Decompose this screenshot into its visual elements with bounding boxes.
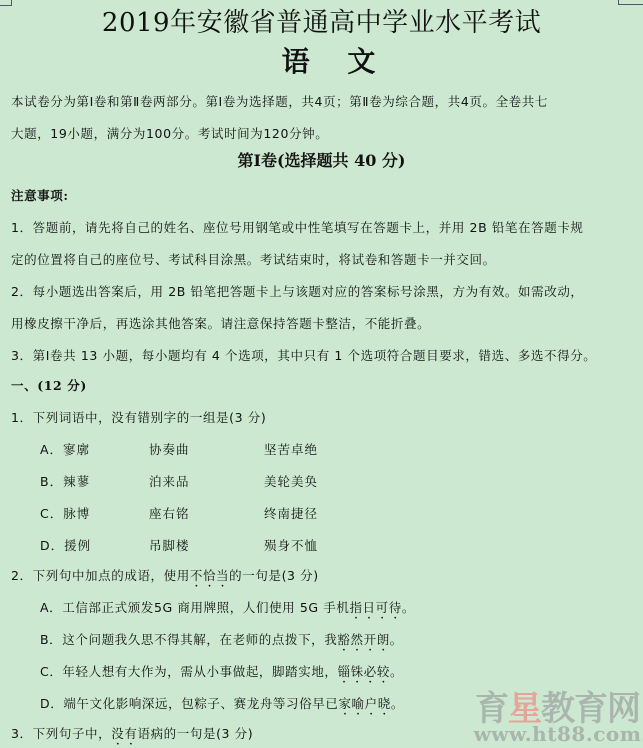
watermark-url: www.ht88.com [473,722,642,746]
intro-line-1: 本试卷分为第Ⅰ卷和第Ⅱ卷两部分。第Ⅰ卷为选择题，共4页；第Ⅱ卷为综合题，共4页。全卷共七 [11,94,548,109]
watermark-char: 育 [475,689,508,729]
notice-item-1-line-1: 1．答题前，请先将自己的姓名、座位号用钢笔或中性笔填写在答题卡上，并用 2B 铅笔在答题卡规 [11,220,584,235]
option-text: 。 [401,600,415,615]
notice-item-3: 3．第Ⅰ卷共 13 小题，每小题均有 4 个选项，其中只有 1 个选项符合题目要求，错选、多选不得分。 [11,348,597,363]
question-1-stem: 1．下列词语中，没有错别字的一组是(3 分) [11,410,267,425]
question-2-option-d [40,694,404,718]
option-word-3: 美轮美奂 [264,474,319,489]
emphasized-idiom: 锱铢必较 [337,664,390,679]
option-text: 。 [389,664,404,679]
option-text: 。 [390,696,404,711]
watermark-char: 教育网 [541,689,640,729]
watermark-accent-char: 星 [508,689,541,729]
emphasized-text: 没有 [111,726,138,741]
option-label: B．辣蓼 [40,474,91,489]
emphasized-idiom: 指日可待 [349,600,402,615]
question-2-stem [11,566,319,590]
option-word-2: 泊来品 [149,474,190,489]
option-word-3: 坚苦卓绝 [264,442,319,457]
stem-text: 3．下列句子中， [11,726,112,741]
watermark-logo [470,689,643,746]
stem-text: 的一句是(3 分) [229,568,319,583]
notice-item-2-line-2: 用橡皮擦干净后，再选涂其他答案。请注意保持答题卡整洁，不能折叠。 [11,316,431,331]
watermark-name [470,689,643,729]
emphasized-idiom: 豁然开朗 [337,632,390,647]
stem-text: 2．下列句中加点的成语，使用 [11,568,190,583]
option-word-2: 协奏曲 [149,442,190,457]
option-word-2: 吊脚楼 [149,538,190,553]
notice-heading: 注意事项: [11,188,69,203]
option-label: A．寥廓 [40,442,91,457]
option-word-3: 终南捷径 [264,506,319,521]
option-text: D．端午文化影响深远，包粽子、赛龙舟等习俗早已 [40,696,339,711]
notice-item-2-line-1: 2．每小题选出答案后，用 2B 铅笔把答题卡上与该题对应的答案标号涂黑，方为有效。如需改动， [11,284,584,299]
option-text: A．工信部正式颁发5G 商用牌照，人们使用 5G 手机 [40,600,350,615]
question-2-option-a [40,598,415,622]
question-2-option-c [40,662,403,686]
subject-title: 语 文 [281,45,390,78]
part-heading: 一、(12 分) [11,378,87,393]
exam-title: 2019年安徽省普通高中学业水平考试 [101,8,542,38]
emphasized-idiom: 家喻户晓 [338,696,391,711]
question-2-option-b [40,630,403,654]
option-word-2: 座右铭 [149,506,190,521]
option-word-3: 殒身不恤 [264,538,319,553]
option-text: B．这个问题我久思不得其解，在老师的点拨下，我 [40,632,338,647]
intro-line-2: 大题，19小题，满分为100分。考试时间为120分钟。 [11,126,329,141]
option-label: C．脉博 [40,506,91,521]
option-text: 。 [389,632,403,647]
option-label: D．援例 [40,538,92,553]
option-text: C．年轻人想有大作为，需从小事做起，脚踏实地， [40,664,338,679]
emphasized-text: 不恰当 [189,568,230,583]
section-title: 第Ⅰ卷(选择题共 40 分) [237,151,406,170]
stem-text: 语病的一句是(3 分) [137,726,254,741]
notice-item-1-line-2: 定的位置将自己的座位号、考试科目涂黑。考试结束时，将试卷和答题卡一并交回。 [11,252,496,267]
question-3-stem [11,724,253,748]
